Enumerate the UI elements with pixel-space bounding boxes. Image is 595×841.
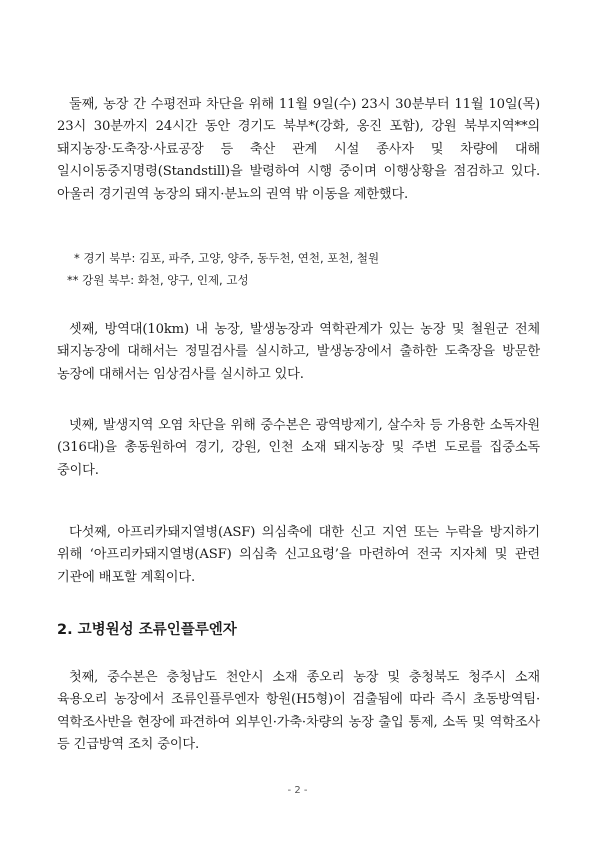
paragraph-third-measure: 셋째, 방역대(10km) 내 농장, 발생농장과 역학관계가 있는 농장 및 철원군 전체 돼지농장에 대해서는 정밀검사를 실시하고, 발생농장에서 출하한 도축장을 방문한 농장에 대해서는 임상검사를 실시하고 있다. bbox=[57, 322, 540, 382]
paragraph-fourth-measure: 넷째, 발생지역 오염 차단을 위해 중수본은 광역방제기, 살수차 등 가용한 소독자원(316대)을 총동원하여 경기, 강원, 인천 소재 돼지농장 및 주변 도로를 집중소독 중이다. bbox=[57, 418, 540, 478]
paragraph-second-measure: 둘째, 농장 간 수평전파 차단을 위해 11월 9일(수) 23시 30분부터 11월 10일(목) 23시 30분까지 24시간 동안 경기도 북부*(강화, 옹진 포함), 강원 북부지역**의 돼지농장·도축장·사료공장 등 축산 관계 시설 종사자 및 차량에 대해 일시이동중지명령(Standstill)을 발령하여 시행 중이며 이행상황을 점검하고 있다. 아울러 경기권역 농장의 돼지·분뇨의 권역 밖 이동을 제한했다. bbox=[57, 97, 540, 202]
page-number: - 2 - bbox=[287, 785, 308, 796]
footnote-gyeonggi-north: * 경기 북부: 김포, 파주, 고양, 양주, 동두천, 연천, 포천, 철원 bbox=[74, 251, 380, 265]
footnote-gangwon-north: ** 강원 북부: 화천, 양구, 인제, 고성 bbox=[67, 273, 249, 287]
section-heading: 2. 고병원성 조류인플루엔자 bbox=[57, 622, 237, 638]
paragraph-avian-flu-first-measure: 첫째, 중수본은 충청남도 천안시 소재 종오리 농장 및 충청북도 청주시 소재 육용오리 농장에서 조류인플루엔자 항원(H5형)이 검출됨에 따라 즉시 초동방역팀·역학조사반을 현장에 파견하여 외부인·가축·차량의 농장 출입 통제, 소독 및 역학조사 등 긴급방역 조치 중이다. bbox=[57, 670, 540, 753]
paragraph-fifth-measure: 다섯째, 아프리카돼지열병(ASF) 의심축에 대한 신고 지연 또는 누락을 방지하기 위해 ‘아프리카돼지열병(ASF) 의심축 신고요령’을 마련하여 전국 지자체 및 관련 기관에 배포할 계획이다. bbox=[57, 525, 540, 585]
